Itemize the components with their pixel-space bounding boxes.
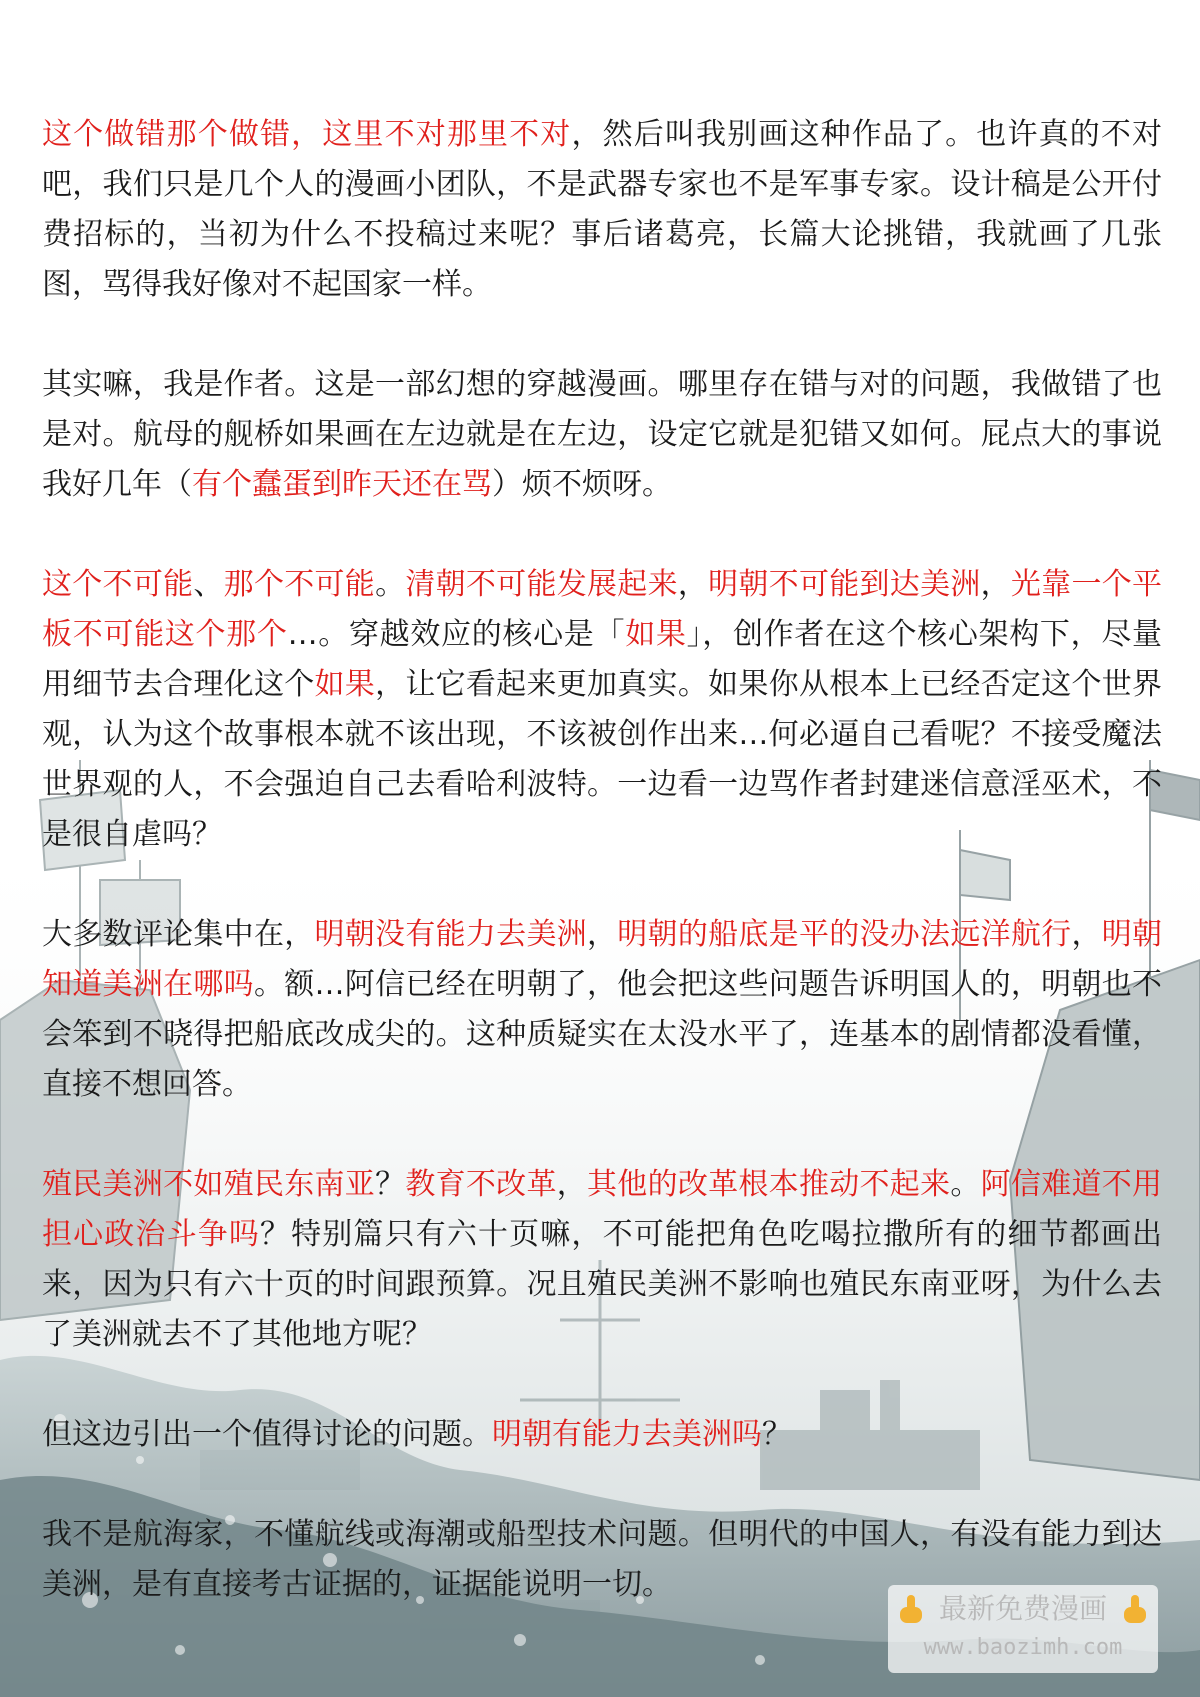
body-text: 」，创作者在这个核心架构下，尽量用细节去合理化这个 [42,617,1163,702]
highlighted-text: 这个做错那个做错， [42,117,323,152]
highlighted-text: 这里不对那里不对 [322,117,572,152]
body-text: ）烦不烦呀。 [492,467,672,502]
article-text [42,110,1162,1660]
body-text: 。额…阿信已经在明朝了，他会把这些问题告诉明国人的，明朝也不会笨到不晓得把船底改成尖的。这种质疑实在太没水平了，连基本的剧情都没看懂，直接不想回答。 [42,967,1163,1102]
paragraph [42,910,1162,1110]
body-text: …。穿越效应的核心是「 [287,617,626,652]
body-text: 大多数评论集中在， [42,917,315,952]
paragraph [42,560,1162,860]
highlighted-text: 其他的改革根本推动不起来 [587,1167,951,1202]
paragraph [42,1410,1162,1460]
highlighted-text: 如果 [314,667,376,702]
body-text: ， [677,567,709,602]
body-text: ， [587,917,618,952]
pointing-down-hand-icon [1118,1593,1152,1627]
body-text: ， [556,1167,588,1202]
paragraph [42,360,1162,510]
watermark [888,1585,1158,1673]
body-text: 其实嘛，我是作者。这是一部幻想的穿越漫画。哪里存在错与对的问题，我做错了也是对。航母的舰桥如果画在左边就是在左边，设定它就是犯错又如何。屁点大的事说我好几年（ [42,367,1162,502]
highlighted-text: 明朝的船底是平的没办法远洋航行 [617,917,1072,952]
highlighted-text: 有个蠢蛋到昨天还在骂 [192,467,492,502]
body-text: ？ [375,1167,406,1202]
body-text: 、 [193,567,224,602]
body-text: 但这边引出一个值得讨论的问题。 [42,1417,492,1452]
body-text: 。 [375,567,406,602]
highlighted-text: 明朝有能力去美洲吗 [492,1417,762,1452]
watermark-url: www.baozimh.com [923,1635,1123,1660]
highlighted-text: 明朝没有能力去美洲 [314,917,587,952]
highlighted-text: 清朝不可能发展起来 [405,567,678,602]
highlighted-text: 阿信难道不用担心政治斗争吗 [42,1167,1163,1252]
highlighted-text: 光靠一个平板不可能这个那个 [42,567,1163,652]
body-text: 我不是航海家，不懂航线或海潮或船型技术问题。但明代的中国人，有没有能力到达美洲，是有直接考古证据的，证据能说明一切。 [42,1517,1162,1602]
watermark-title: 最新免费漫画 [938,1592,1107,1625]
highlighted-text: 如果 [625,617,687,652]
highlighted-text: 那个不可能 [223,567,376,602]
body-text: ，让它看起来更加真实。如果你从根本上已经否定这个世界观，认为这个故事根本就不该出现，不该被创作出来…何必逼自己看呢？不接受魔法世界观的人，不会强迫自己去看哈利波特。一边看一边骂作者封建迷信意淫巫术，不是很自虐吗？ [42,667,1163,852]
highlighted-text: 教育不改革 [405,1167,557,1202]
highlighted-text: 殖民美洲不如殖民东南亚 [42,1167,376,1202]
body-text: ？ [762,1417,792,1452]
highlighted-text: 这个不可能 [42,567,194,602]
body-text: ， [1071,917,1102,952]
body-text: ， [980,567,1011,602]
highlighted-text: 明朝知道美洲在哪吗 [42,917,1163,1002]
body-text: ，然后叫我别画这种作品了。也许真的不对吧，我们只是几个人的漫画小团队，不是武器专家也不是军事专家。设计稿是公开付费招标的，当初为什么不投稿过来呢？事后诸葛亮，长篇大论挑错，我就画了几张图，骂得我好像对不起国家一样。 [42,117,1163,302]
paragraph [42,110,1162,310]
body-text: 。 [950,1167,981,1202]
body-text: ？特别篇只有六十页嘛，不可能把角色吃喝拉撒所有的细节都画出来，因为只有六十页的时间跟预算。况且殖民美洲不影响也殖民东南亚呀，为什么去了美洲就去不了其他地方呢？ [42,1217,1162,1352]
paragraph [42,1160,1162,1360]
highlighted-text: 明朝不可能到达美洲 [708,567,981,602]
